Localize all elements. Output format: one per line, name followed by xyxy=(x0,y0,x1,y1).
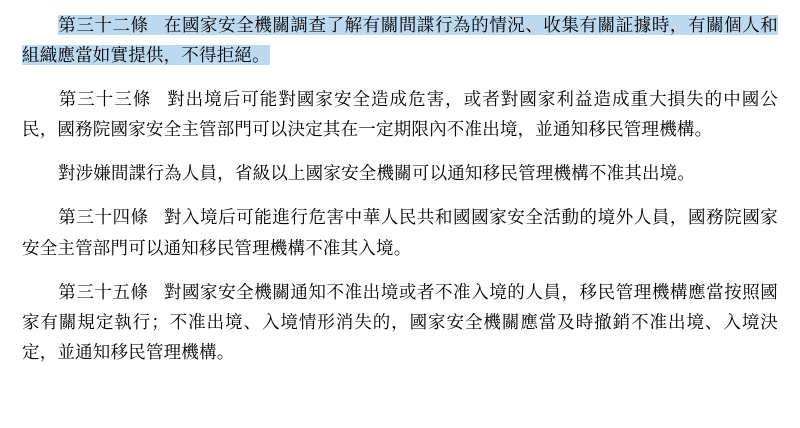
paragraph-article-35 xyxy=(22,277,778,367)
article-label: 第三十四條 xyxy=(57,207,149,228)
paragraph-article-32 xyxy=(22,10,778,70)
article-body: 對涉嫌間諜行為人員，省級以上國家安全機關可以通知移民管理機構不准其出境。 xyxy=(57,163,696,184)
article-label: 第三十五條 xyxy=(57,281,149,302)
paragraph-article-33-clause-2 xyxy=(22,158,778,188)
article-label: 第三十三條 xyxy=(57,89,152,110)
article-body: 在國家安全機關調查了解有關間諜行為的情況、收集有關証據時，有關個人和組織應當如實提供，不得拒絕。 xyxy=(22,15,778,66)
article-label: 第三十二條 xyxy=(57,15,149,35)
selected-text-run xyxy=(22,15,778,65)
article-body: 對國家安全機關通知不准出境或者不准入境的人員，移民管理機構應當按照國家有關規定執行；不准出境、入境情形消失的，國家安全機關應當及時撤銷不准出境、入境決定，並通知移民管理機構。 xyxy=(22,281,778,362)
paragraph-article-34 xyxy=(22,202,778,262)
paragraph-article-33 xyxy=(22,84,778,144)
article-body: 對入境后可能進行危害中華人民共和國國家安全活動的境外人員，國務院國家安全主管部門可以通知移民管理機構不准其入境。 xyxy=(22,207,778,258)
article-body: 對出境后可能對國家安全造成危害，或者對國家利益造成重大損失的中國公民，國務院國家安全主管部門可以決定其在一定期限內不准出境，並通知移民管理機構。 xyxy=(22,89,778,140)
